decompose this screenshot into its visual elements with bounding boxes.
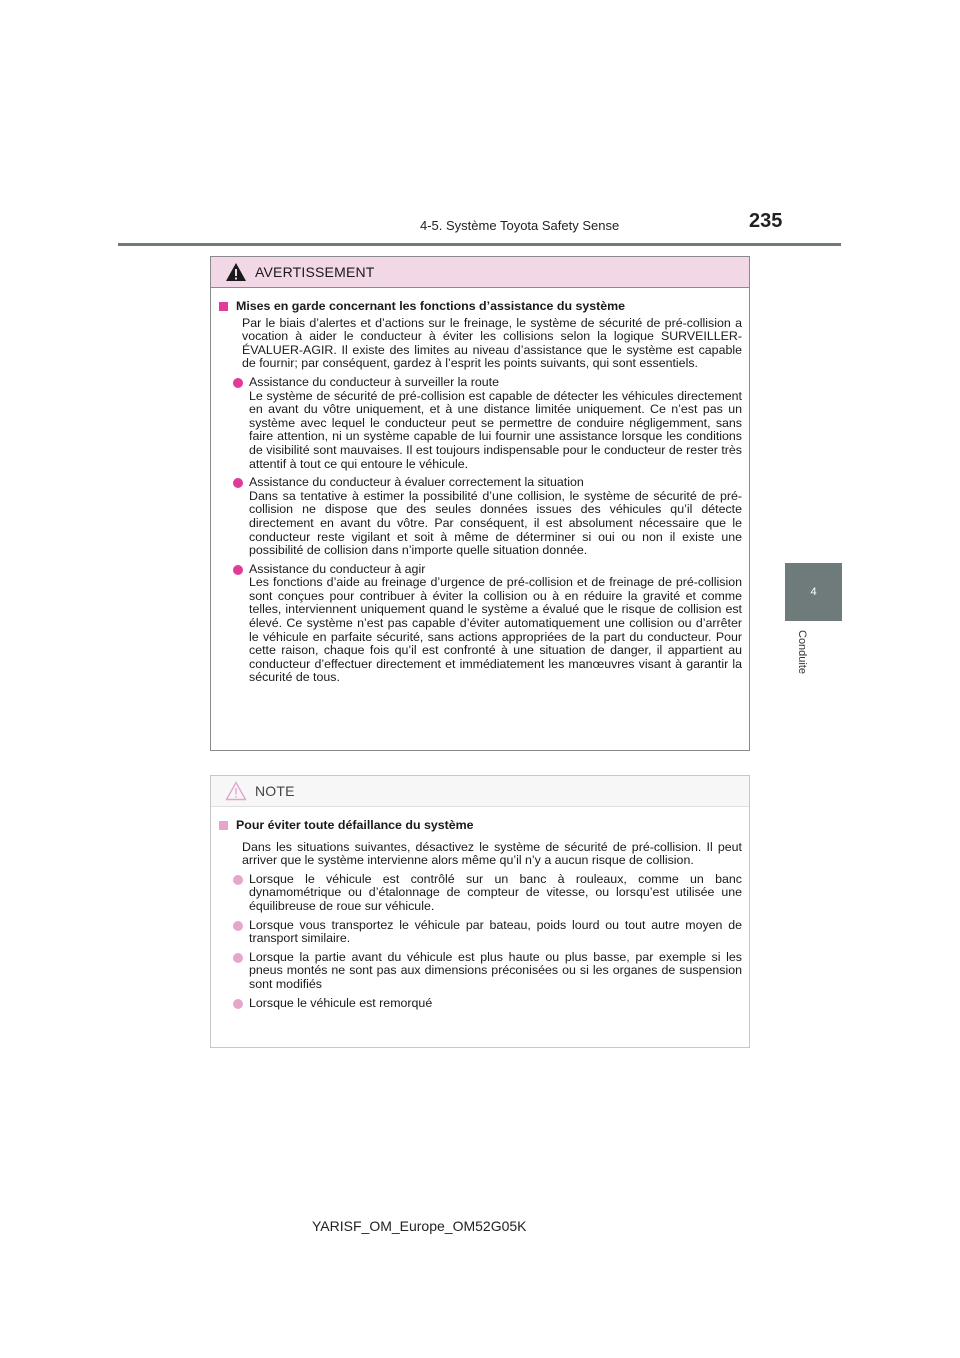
list-item-text: Dans sa tentative à estimer la possibilité d’une collision, le système de sécurité de pré-collision ne dispose que des seules données issues des véhicules qu’il détecte directement en avant du vôtre. Par conséquent, il est absolument nécessaire que le conducteur reste vigilant et soit à même de déterminer si oui ou non il existe une possibilité de collision dans n’importe quelle situation donnée. — [249, 488, 742, 558]
warning-header — [211, 257, 749, 288]
round-bullet-icon — [233, 999, 243, 1009]
section-title: 4-5. Système Toyota Safety Sense — [420, 218, 620, 233]
list-item — [218, 997, 742, 1011]
list-item — [218, 476, 742, 558]
round-bullet-icon — [233, 953, 243, 963]
note-header — [211, 776, 749, 807]
square-bullet-icon — [219, 302, 228, 311]
warning-section-title — [218, 300, 742, 314]
round-bullet-icon — [233, 378, 243, 388]
note-section-title-text: Pour éviter toute défaillance du système — [236, 818, 474, 832]
list-item — [218, 919, 742, 946]
list-item-heading: Assistance du conducteur à agir — [249, 561, 426, 576]
warning-intro: Par le biais d’alertes et d’actions sur le freinage, le système de sécurité de pré-collision a vocation à aider le conducteur à éviter les collisions selon la logique SURVEILLER-ÉVALUER-AGIR. Il existe des limites au niveau d’assistance que le système est capable de fournir; par conséquent, gardez à l’esprit les points suivants, qui sont essentiels. — [242, 315, 742, 371]
round-bullet-icon — [233, 921, 243, 931]
document-id: YARISF_OM_Europe_OM52G05K — [312, 1218, 527, 1234]
list-item — [218, 376, 742, 471]
list-item — [218, 873, 742, 914]
note-section-title — [218, 819, 742, 833]
square-bullet-icon — [219, 821, 228, 830]
warning-triangle-icon — [225, 262, 247, 282]
list-item-heading: Assistance du conducteur à évaluer correctement la situation — [249, 475, 584, 490]
list-item — [218, 563, 742, 685]
warning-body — [211, 288, 749, 685]
list-item-text: Les fonctions d’aide au freinage d’urgence de pré-collision et de freinage de pré-collision sont conçues pour contribuer à éviter la collision ou à en réduire la gravité et comme telles, interviennent uniquement quand le système a évalué que le risque de collision est élevé. Ce système n’est pas capable d’éviter automatiquement une collision ou d’arrêter le véhicule en parfaite sécurité, sans actions appropriées de la part du conducteur. Pour cette raison, chaque fois qu’il est confronté à une situation de danger, il appartient au conducteur d’effectuer directement et immédiatement les manœuvres visant à garantir la sécurité de tous. — [249, 575, 742, 685]
chapter-tab-label: Conduite — [796, 630, 808, 675]
warning-title: AVERTISSEMENT — [255, 264, 375, 280]
header-divider — [118, 243, 841, 246]
chapter-tab[interactable]: 4 — [785, 563, 842, 621]
note-title: NOTE — [255, 783, 295, 799]
list-item-text: Lorsque le véhicule est remorqué — [249, 995, 433, 1010]
warning-box — [210, 256, 750, 751]
round-bullet-icon — [233, 565, 243, 575]
list-item — [218, 951, 742, 992]
warning-section-title-text: Mises en garde concernant les fonctions d’assistance du système — [236, 299, 626, 313]
list-item-heading: Assistance du conducteur à surveiller la route — [249, 374, 500, 389]
round-bullet-icon — [233, 478, 243, 488]
note-intro: Dans les situations suivantes, désactivez le système de sécurité de pré-collision. Il peut arriver que le système intervienne alors même qu’il n’y a aucun risque de collision. — [242, 839, 742, 868]
note-box — [210, 775, 750, 1048]
list-item-text: Lorsque la partie avant du véhicule est plus haute ou plus basse, par exemple si les pneus montés ne sont pas aux dimensions préconisées ou si les organes de suspension sont modifiés — [249, 949, 742, 991]
page-number: 235 — [749, 210, 783, 232]
list-item-text: Le système de sécurité de pré-collision est capable de détecter les véhicules directement en avant du vôtre uniquement, et à une distance limitée uniquement. Ce n’est pas un système avec lequel le conducteur peut se permettre de conduire négligemment, sans faire attention, ni un système capable de lui fournir une assistance lorsque les conditions de visibilité sont mauvaises. Il est toujours indispensable pour le conducteur de rester très attentif à tout ce qui entoure le véhicule. — [249, 388, 742, 471]
list-item-text: Lorsque vous transportez le véhicule par bateau, poids lourd ou tout autre moyen de transport similaire. — [249, 917, 742, 946]
round-bullet-icon — [233, 875, 243, 885]
list-item-text: Lorsque le véhicule est contrôlé sur un banc à rouleaux, comme un banc dynamométrique ou d’étalonnage de compteur de vitesse, ou lorsqu’est utilisée une équilibreuse de roue sur véhicule. — [249, 871, 742, 913]
caution-outline-icon — [225, 781, 247, 801]
note-body — [211, 807, 749, 1010]
